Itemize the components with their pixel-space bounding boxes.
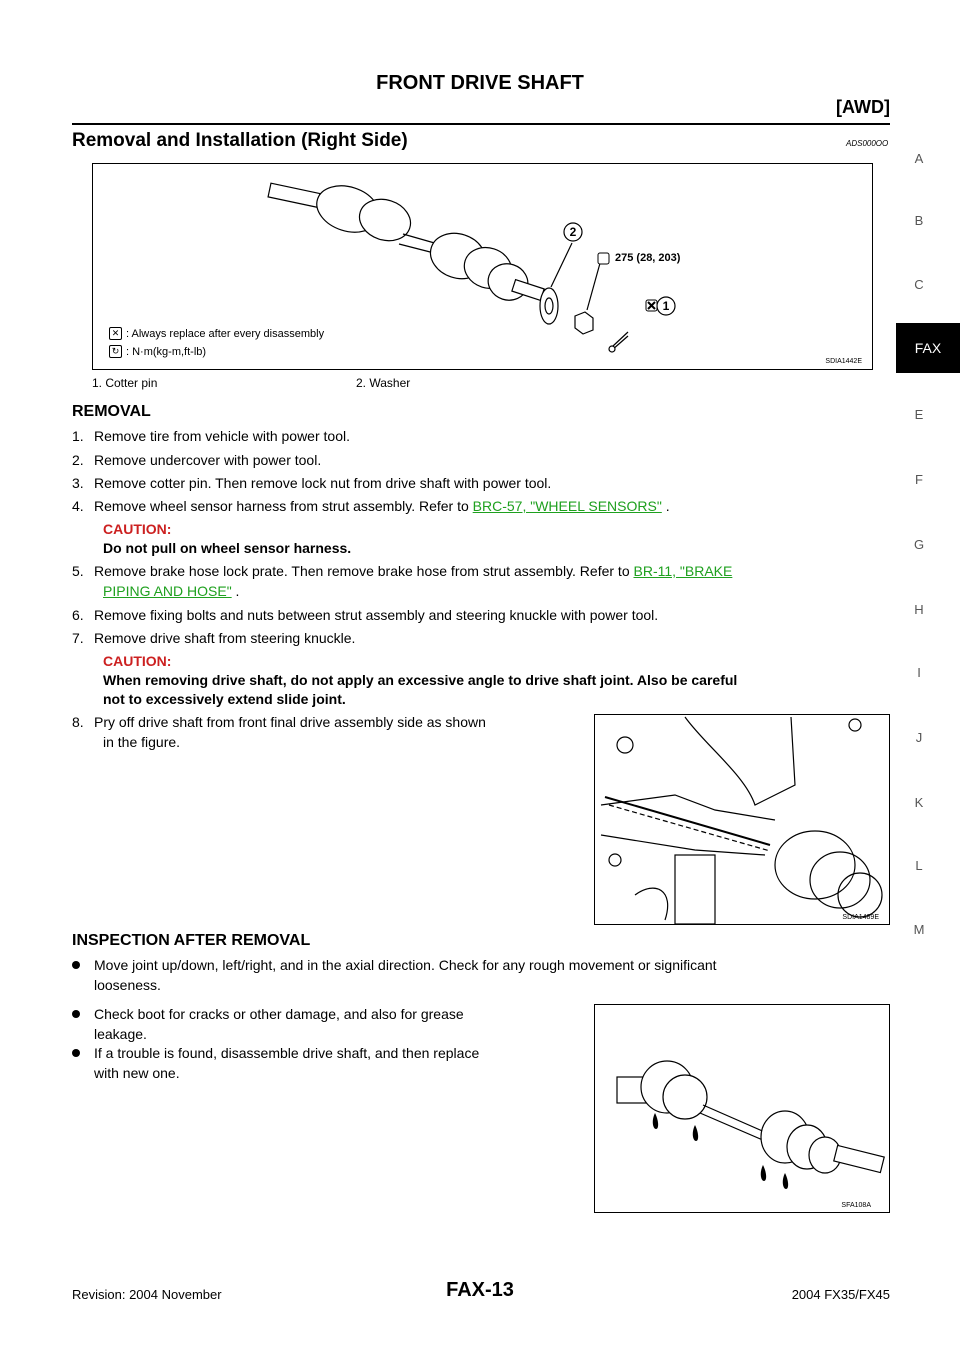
- removal-heading: REMOVAL: [72, 403, 151, 420]
- torque-value: 275 (28, 203): [615, 252, 681, 264]
- side-index-g[interactable]: G: [913, 537, 925, 552]
- grease-drop-icon: [761, 1165, 766, 1181]
- page-header-title: FRONT DRIVE SHAFT: [376, 72, 584, 94]
- torque-icon: ↻: [109, 345, 122, 358]
- section-code: ADS000OO: [846, 139, 889, 148]
- figure-code: SDIA1442E: [825, 358, 862, 365]
- step-6: 6. Remove fixing bolts and nuts between strut assembly and steering knuckle with power tool.: [72, 607, 659, 623]
- step-5-cont: PIPING AND HOSE" .: [103, 583, 240, 599]
- pry-illustration: [595, 715, 889, 924]
- step-7: 7. Remove drive shaft from steering knuckle.: [72, 630, 356, 646]
- page-header-subtitle: [AWD]: [836, 97, 890, 117]
- step-5: 5. Remove brake hose lock prate. Then remove brake hose from strut assembly. Refer to BR-11, "BRAKE: [72, 563, 733, 579]
- grease-drop-icon: [783, 1173, 788, 1189]
- link-br-11-cont[interactable]: PIPING AND HOSE": [103, 583, 232, 599]
- bullet-3: If a trouble is found, disassemble drive shaft, and then replace: [72, 1043, 479, 1063]
- caution-1: CAUTION: Do not pull on wheel sensor harness.: [103, 521, 352, 556]
- footer-revision: Revision: 2004 November: [72, 1287, 222, 1302]
- bullet-dot: [72, 1010, 80, 1018]
- pry-drive-shaft-figure: [594, 714, 890, 925]
- side-index-j[interactable]: J: [915, 730, 923, 745]
- drive-shaft-leak-illustration: [595, 1005, 889, 1212]
- step-1: 1. Remove tire from vehicle with power tool.: [72, 428, 350, 444]
- drive-shaft-leak-figure: [594, 1004, 890, 1213]
- caption-item-1: 1. Cotter pin: [92, 376, 158, 390]
- caption-item-2: 2. Washer: [356, 376, 411, 390]
- callout-1-label: 1: [662, 299, 670, 313]
- side-index-e[interactable]: E: [914, 407, 924, 422]
- bullet-dot: [72, 1049, 80, 1057]
- side-index-c[interactable]: C: [914, 277, 924, 292]
- step-4: 4. Remove wheel sensor harness from strut assembly. Refer to BRC-57, "WHEEL SENSORS" .: [72, 498, 670, 514]
- footer-model: 2004 FX35/FX45: [791, 1287, 890, 1302]
- torque-icon: [598, 253, 609, 264]
- figure-code: SDIA1489E: [842, 914, 879, 921]
- step-8: 8. Pry off drive shaft from front final drive assembly side as shown: [72, 714, 486, 730]
- bullet-dot: [72, 961, 80, 969]
- exploded-view-figure: [92, 163, 873, 370]
- caution-2: CAUTION: When removing drive shaft, do not apply an excessive angle to drive shaft joint. Also be careful not to excessively extend slide joint.: [103, 653, 738, 707]
- header-rule: [72, 123, 890, 125]
- bullet-2-cont: leakage.: [94, 1026, 147, 1042]
- figure-code: SFA108A: [841, 1202, 871, 1209]
- side-index-l[interactable]: L: [915, 858, 923, 873]
- legend-torque: ↻ : N·m(kg-m,ft-lb): [109, 345, 206, 358]
- side-index-h[interactable]: H: [914, 602, 924, 617]
- side-index-b[interactable]: B: [914, 213, 924, 228]
- link-brc-57[interactable]: BRC-57, "WHEEL SENSORS": [472, 498, 662, 514]
- section-title: Removal and Installation (Right Side): [72, 130, 408, 151]
- inspection-heading: INSPECTION AFTER REMOVAL: [72, 932, 311, 949]
- step-3: 3. Remove cotter pin. Then remove lock nut from drive shaft with power tool.: [72, 475, 552, 491]
- side-index-m[interactable]: M: [913, 922, 925, 937]
- side-index-f[interactable]: F: [915, 472, 923, 487]
- grease-drop-icon: [653, 1113, 658, 1129]
- bullet-1: Move joint up/down, left/right, and in the axial direction. Check for any rough movement or significant: [72, 955, 717, 975]
- side-index-a[interactable]: A: [914, 151, 924, 166]
- bullet-1-cont: looseness.: [94, 977, 161, 993]
- side-index-fax-active[interactable]: FAX: [896, 323, 960, 373]
- step-2: 2. Remove undercover with power tool.: [72, 452, 322, 468]
- link-br-11[interactable]: BR-11, "BRAKE: [633, 563, 733, 579]
- side-index-k[interactable]: K: [914, 795, 924, 810]
- legend-replace: ✕ : Always replace after every disassembly: [109, 327, 324, 340]
- side-index-i[interactable]: I: [917, 665, 921, 680]
- replace-icon: ✕: [109, 327, 122, 340]
- callout-2-label: 2: [569, 225, 577, 239]
- bullet-3-cont: with new one.: [94, 1065, 180, 1081]
- grease-drop-icon: [693, 1125, 698, 1141]
- footer-page-number: FAX-13: [446, 1279, 514, 1301]
- step-8-cont: in the figure.: [103, 734, 181, 750]
- bullet-2: Check boot for cracks or other damage, and also for grease: [72, 1004, 464, 1024]
